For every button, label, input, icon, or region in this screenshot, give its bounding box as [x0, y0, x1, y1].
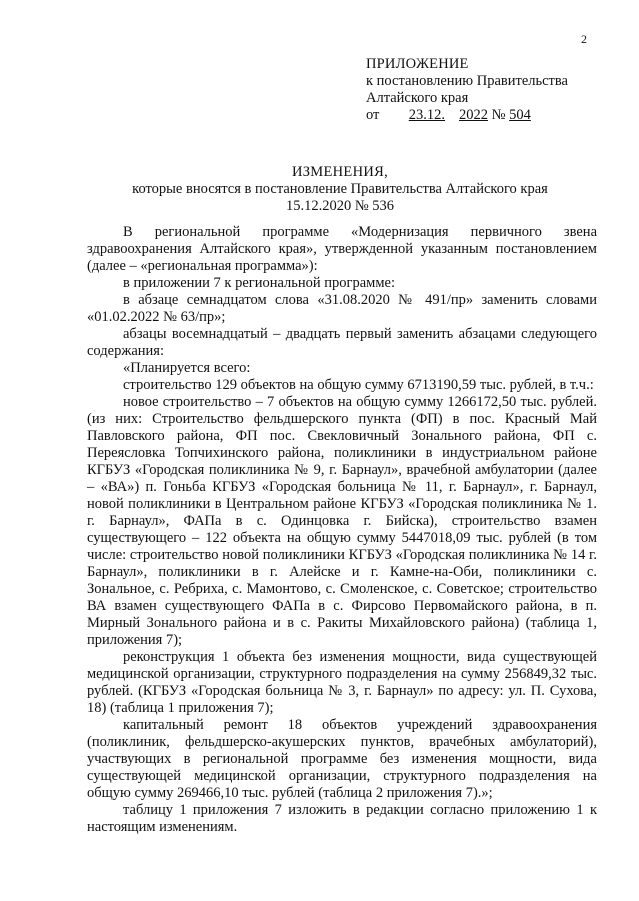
attachment-year: 2022 [459, 107, 489, 123]
changes-title [80, 164, 600, 215]
paragraph: в приложении 7 к региональной программе: [123, 275, 395, 291]
attachment-number: 504 [509, 107, 531, 123]
page-number: 2 [581, 32, 587, 46]
paragraph: в абзаце семнадцатом слова «31.08.2020 № 491/пр» заменить словами «01.02.2022 № 63/пр»; [87, 292, 597, 325]
attachment-line-2: Алтайского края [366, 90, 469, 106]
from-label: от [366, 107, 380, 123]
attachment-heading: ПРИЛОЖЕНИЕ [366, 56, 469, 72]
number-label: № [491, 107, 506, 123]
paragraph: реконструкция 1 объекта без изменения мощности, вида существующей медицинской организации, структурного подразделения на сумму 256849,32 тыс. рублей. (КГБУЗ «Городская больница № 3, г. Барнаул» по адресу: ул. П. Сухова, 18) (таблица 1 приложения 7); [87, 649, 597, 716]
paragraph: «Планируется всего: [123, 360, 251, 376]
paragraph: таблицу 1 приложения 7 изложить в редакции согласно приложению 1 к настоящим изменениям. [87, 802, 597, 835]
title-heading: ИЗМЕНЕНИЯ, [291, 164, 389, 180]
paragraph: новое строительство – 7 объектов на общую сумму 1266172,50 тыс. рублей. (из них: Строительство фельдшерского пункта (ФП) в пос. Красный Май Павловского района, ФП пос. Свекловичный Зонального района, ФП с. Переясловка Топчихинского района, поликлиники в индустриальном районе КГБУЗ «Городская поликлиника № 9, г. Барнаул», врачебной амбулатории (далее – «ВА») п. Гоньба КГБУЗ «Городская больница № 11, г. Барнаул», г. Барнаул, новой поликлиники в Центральном районе КГБУЗ «Городская поликлиника № 1. г. Барнаул», ФАПа в с. Одинцовка г. Бийска), строительство взамен существующего – 122 объекта на общую сумму 5447018,09 тыс. рублей (в том числе: строительство новой поликлиники КГБУЗ «Городская поликлиника № 14 г. Барнаул», поликлиники в г. Алейске и г. Камне-на-Оби, поликлиники с. Зональное, с. Ребриха, с. Мамонтово, с. Смоленское, с. Советское; строительство ВА взамен существующего ФАПа в с. Фирсово Первомайского района, в п. Мирный Зонального района и в с. Ракиты Михайловского района) (таблица 1, приложения 7); [87, 394, 597, 648]
attachment-date-line [366, 107, 606, 124]
title-date-number: 15.12.2020 № 536 [285, 198, 395, 214]
document-body [87, 224, 597, 836]
paragraph: капитальный ремонт 18 объектов учреждений здравоохранения (поликлиник, фельдшерско-акушерских пунктов, врачебных амбулаторий), участвующих в региональной программе без изменения мощности, вида существующей медицинской организации, структурного подразделения на общую сумму 269466,10 тыс. рублей (таблица 2 приложения 7).»; [87, 717, 597, 801]
attachment-date: 23.12. [408, 107, 446, 123]
paragraph: В региональной программе «Модернизация первичного звена здравоохранения Алтайского края», утвержденной указанным постановлением (далее – «региональная программа»): [87, 224, 597, 274]
paragraph: абзацы восемнадцатый – двадцать первый заменить абзацами следующего содержания: [87, 326, 597, 359]
attachment-line-1: к постановлению Правительства [366, 73, 568, 89]
attachment-block [366, 56, 606, 124]
paragraph: строительство 129 объектов на общую сумму 6713190,59 тыс. рублей, в т.ч.: [123, 377, 594, 393]
title-subtitle: которые вносятся в постановление Правительства Алтайского края [132, 181, 548, 197]
